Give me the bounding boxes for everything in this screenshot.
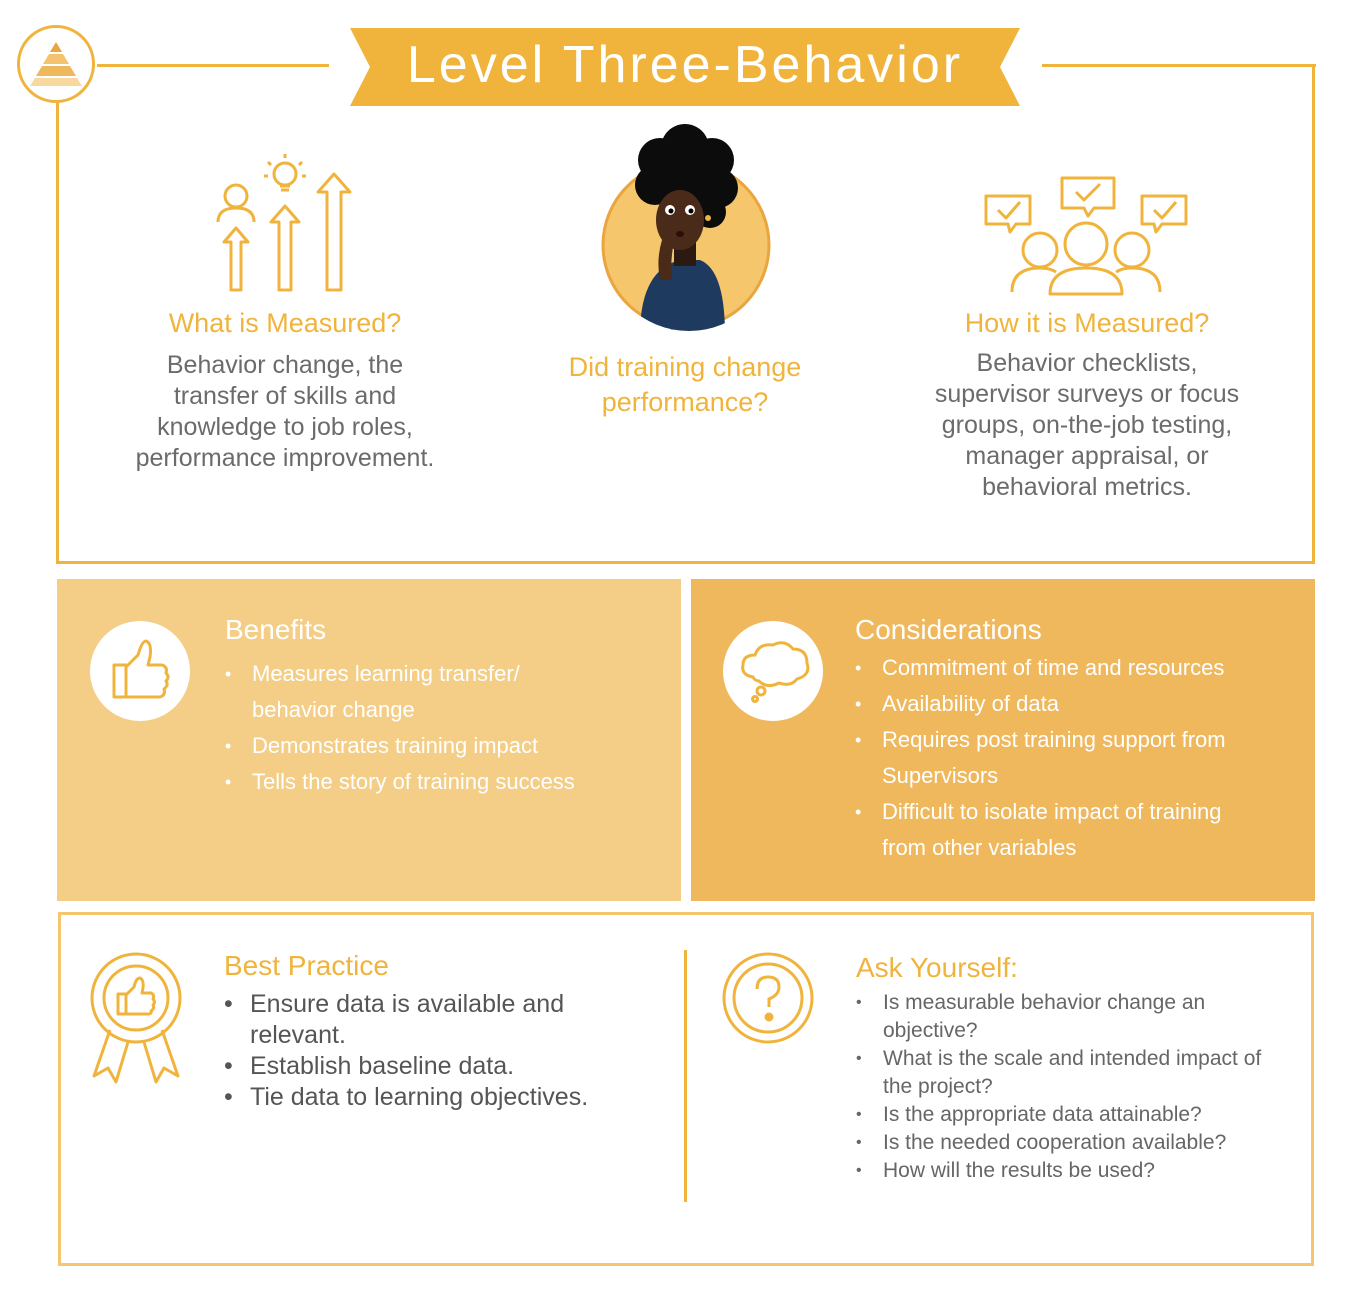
measured-line: knowledge to job roles,: [157, 413, 413, 441]
thought-bubble-icon: [723, 621, 823, 721]
list-item: • Establish baseline data.: [224, 1051, 624, 1082]
benefits-title: Benefits: [225, 614, 327, 645]
frame-line-right: [1312, 64, 1315, 564]
center-question-line: performance?: [601, 387, 769, 417]
considerations-icon-circle: [723, 621, 823, 721]
list-item: • What is the scale and intended impact of the project?: [856, 1045, 1276, 1101]
list-item: • Difficult to isolate impact of training from other variables: [855, 794, 1265, 866]
center-question-line: Did training change: [568, 352, 802, 382]
ask-yourself-title: Ask Yourself:: [856, 952, 1018, 983]
award-ribbon-icon: [88, 950, 188, 1085]
best-practice-list: [224, 989, 624, 1113]
best-practice-title: Best Practice: [224, 950, 389, 981]
benefits-icon-circle: [90, 621, 190, 721]
list-item: • How will the results be used?: [856, 1157, 1276, 1185]
frame-line-top-right: [1042, 64, 1316, 67]
bottom-divider: [684, 950, 687, 1202]
considerations-title: Considerations: [855, 614, 1042, 645]
list-item: • Demonstrates training impact: [225, 728, 585, 764]
page-title: Level Three-Behavior: [406, 36, 964, 94]
list-item: • Is measurable behavior change an objective?: [856, 989, 1276, 1045]
considerations-list: [855, 650, 1265, 866]
growth-arrows-icon: [210, 150, 360, 300]
how-measured-body: [910, 348, 1264, 503]
list-item: • Measures learning transfer/ behavior change: [225, 656, 585, 728]
center-question: [535, 350, 835, 420]
thinking-woman-illustration: [600, 120, 775, 335]
measured-line: Behavior change, the: [166, 351, 404, 379]
how-measured-line: supervisor surveys or focus: [934, 380, 1240, 408]
frame-line-left: [56, 103, 59, 564]
how-measured-line: manager appraisal, or: [965, 442, 1209, 470]
list-item: • Ensure data is available and relevant.: [224, 989, 624, 1051]
measured-title: What is Measured?: [168, 308, 402, 338]
frame-line-top-left: [97, 64, 329, 67]
benefits-list: [225, 656, 585, 800]
list-item: • Commitment of time and resources: [855, 650, 1265, 686]
measured-line: performance improvement.: [135, 444, 435, 472]
list-item: • Availability of data: [855, 686, 1265, 722]
list-item: • Tie data to learning objectives.: [224, 1082, 624, 1113]
measured-line: transfer of skills and: [173, 382, 397, 410]
list-item: • Is the needed cooperation available?: [856, 1129, 1276, 1157]
ask-yourself-list: [856, 989, 1276, 1185]
list-item: • Is the appropriate data attainable?: [856, 1101, 1276, 1129]
question-mark-icon: [721, 951, 816, 1046]
how-measured-line: behavioral metrics.: [982, 473, 1192, 501]
list-item: • Tells the story of training success: [225, 764, 585, 800]
pyramid-badge: [17, 25, 95, 103]
frame-line-bottom: [56, 561, 1315, 564]
how-measured-title: How it is Measured?: [964, 308, 1210, 338]
how-measured-line: groups, on-the-job testing,: [941, 411, 1233, 439]
thumbs-up-icon: [90, 621, 190, 721]
measured-body: [100, 350, 470, 474]
how-measured-line: Behavior checklists,: [976, 349, 1198, 377]
pyramid-icon: [20, 28, 92, 100]
list-item: • Requires post training support from Supervisors: [855, 722, 1265, 794]
group-feedback-icon: [980, 170, 1195, 300]
